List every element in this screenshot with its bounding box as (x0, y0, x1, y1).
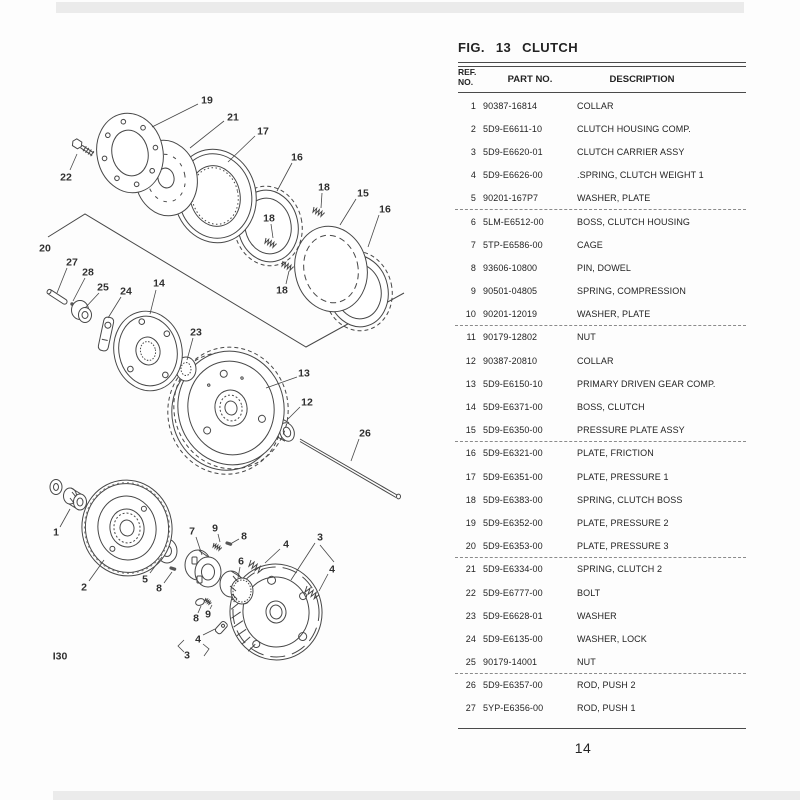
cell-ref-no: 22 (465, 587, 476, 598)
cell-part-no: 90387-20810 (483, 355, 538, 366)
cell-ref-no: 25 (465, 657, 476, 668)
cell-ref-no: 20 (465, 541, 476, 552)
cell-ref-no: 16 (465, 448, 476, 459)
part-washer-small (50, 480, 62, 495)
part-2-clutch-housing (74, 473, 179, 583)
cell-description: PLATE, PRESSURE 2 (577, 517, 669, 528)
cell-ref-no: 5 (470, 193, 476, 204)
table-row (458, 697, 746, 720)
callout-leader (203, 629, 215, 635)
callout-label: 8 (193, 612, 199, 625)
table-row (458, 94, 746, 117)
cell-ref-no: 13 (465, 378, 476, 389)
cell-ref-no: 8 (470, 262, 476, 273)
callout-leader (340, 199, 356, 225)
cell-ref-no: 7 (470, 239, 476, 250)
cell-ref-no: 2 (470, 123, 476, 134)
cell-description: CAGE (577, 239, 603, 250)
cell-ref-no: 24 (465, 633, 476, 644)
callout-label: 8 (156, 582, 162, 595)
part-1-collar (64, 488, 87, 510)
cell-part-no: 5D9-E6321-00 (483, 448, 543, 459)
cell-description: ROD, PUSH 1 (577, 703, 636, 714)
part-4-weight-plate (214, 620, 228, 634)
cell-ref-no: 3 (470, 146, 476, 157)
cell-part-no: 5D9-E6626-00 (483, 170, 543, 181)
table-row (458, 256, 746, 279)
table-row (458, 280, 746, 303)
callout-label: 15 (357, 187, 369, 200)
callout-leader (60, 509, 70, 527)
callout-label: 18 (263, 212, 275, 225)
callout-label: 3 (317, 531, 323, 544)
figure-title (458, 40, 746, 55)
callout-leader (85, 293, 99, 308)
table-row (458, 419, 746, 442)
page-number: 14 (574, 740, 592, 756)
cell-description: PLATE, PRESSURE 1 (577, 471, 669, 482)
table-row (458, 558, 746, 581)
callout-label: 8 (241, 530, 247, 543)
cell-part-no: 5D9-E6150-10 (483, 378, 543, 389)
cell-description: PIN, DOWEL (577, 262, 632, 273)
cell-part-no: 5LM-E6512-00 (483, 216, 544, 227)
table-row (458, 488, 746, 511)
cell-description: .SPRING, CLUTCH WEIGHT 1 (577, 170, 704, 181)
table-row (458, 349, 746, 372)
callout-label: 13 (298, 367, 310, 380)
callout-leader (70, 154, 77, 170)
figure-title-fig: FIG. (458, 40, 485, 55)
cell-description: PLATE, FRICTION (577, 448, 654, 459)
callout-label: 4 (195, 633, 201, 646)
cell-part-no: 5D9-E6611-10 (483, 123, 543, 134)
cell-ref-no: 27 (465, 703, 476, 714)
callout-label: 18 (276, 284, 288, 297)
callout-leader (286, 271, 289, 284)
cell-description: NUT (577, 657, 596, 668)
table-row (458, 233, 746, 256)
cell-part-no: 90387-16814 (483, 100, 538, 111)
callout-label: 23 (190, 326, 202, 339)
cell-ref-no: 4 (470, 170, 476, 181)
header-ref-no: REF. NO. (458, 67, 477, 87)
cell-description: SPRING, COMPRESSION (577, 286, 686, 297)
table-row (458, 465, 746, 488)
callout-leader (218, 534, 220, 542)
part-28-pin (70, 302, 73, 305)
table-row (458, 535, 746, 558)
table-row (458, 511, 746, 534)
cell-ref-no: 11 (466, 332, 476, 343)
cell-description: BOSS, CLUTCH (577, 402, 645, 413)
callout-3-bottom-bracket (178, 640, 209, 656)
table-row (458, 651, 746, 674)
cell-description: ROD, PUSH 2 (577, 680, 636, 691)
cell-description: CLUTCH CARRIER ASSY (577, 146, 685, 157)
callout-leader (57, 268, 67, 293)
part-8-washer-small (195, 597, 206, 606)
part-24-lock-washer (98, 316, 115, 351)
callout-label: 19 (201, 94, 213, 107)
callout-label: 12 (301, 396, 313, 409)
cell-description: BOSS, CLUTCH HOUSING (577, 216, 691, 227)
cell-description: COLLAR (577, 100, 614, 111)
cell-description: NUT (577, 332, 596, 343)
cell-part-no: 90179-14001 (483, 657, 538, 668)
cell-description: SPRING, CLUTCH 2 (577, 564, 663, 575)
part-8-dowel-pin (225, 541, 233, 546)
callout-leader (319, 574, 328, 591)
callout-label: 4 (329, 563, 335, 576)
cell-part-no: 5YP-E6356-00 (483, 703, 544, 714)
callout-label: 9 (212, 522, 218, 535)
part-9-compression-spring (204, 598, 211, 605)
cell-description: WASHER (577, 610, 617, 621)
callout-label: 25 (97, 281, 109, 294)
table-bottom-rule (458, 728, 746, 729)
table-row (458, 442, 746, 465)
callout-label: I30 (52, 650, 68, 663)
callout-label: 16 (291, 151, 303, 164)
table-row (458, 140, 746, 163)
callout-label: 27 (66, 256, 78, 269)
table-row (458, 604, 746, 627)
part-14-clutch-boss (106, 305, 189, 397)
callout-label: 2 (81, 581, 87, 594)
callout-leader (152, 104, 198, 127)
cell-description: PRESSURE PLATE ASSY (577, 425, 685, 436)
callout-label: 22 (60, 171, 72, 184)
callout-label: 4 (283, 538, 289, 551)
part-27-push-rod-1 (46, 289, 68, 306)
table-header-rule (458, 92, 746, 93)
callout-leader (232, 539, 239, 543)
callout-label: 1 (53, 526, 59, 539)
cell-description: CLUTCH HOUSING COMP. (577, 123, 691, 134)
callout-label: 21 (227, 111, 239, 124)
cell-ref-no: 17 (465, 471, 476, 482)
cell-description: WASHER, PLATE (577, 193, 651, 204)
callout-leader (321, 193, 322, 208)
cell-ref-no: 26 (465, 680, 476, 691)
callout-label: 16 (379, 203, 391, 216)
cell-ref-no: 14 (465, 402, 476, 413)
cell-description: PRIMARY DRIVEN GEAR COMP. (577, 378, 716, 389)
callout-leader (228, 136, 255, 162)
cell-part-no: 5D9-E6334-00 (483, 564, 543, 575)
header-description: DESCRIPTION (609, 74, 675, 85)
part-8-dowel-pin (169, 566, 177, 571)
cell-part-no: 5D9-E6357-00 (483, 680, 543, 691)
cell-part-no: 5D9-E6351-00 (483, 471, 543, 482)
cell-part-no: 5D9-E6352-00 (483, 517, 543, 528)
cell-part-no: 5D9-E6371-00 (483, 402, 543, 413)
cell-ref-no: 1 (470, 100, 476, 111)
callout-leader (190, 121, 224, 148)
part-3-clutch-carrier (224, 555, 328, 666)
table-header (458, 67, 746, 93)
callout-leader (164, 572, 172, 583)
cell-ref-no: 12 (465, 355, 476, 366)
callout-label: 7 (189, 525, 195, 538)
cell-part-no: 93606-10800 (483, 262, 538, 273)
table-row (458, 627, 746, 650)
callout-leader (368, 215, 379, 247)
cell-part-no: 5D9-E6777-00 (483, 587, 543, 598)
figure-title-num: 13 (495, 40, 512, 55)
cell-description: COLLAR (577, 355, 614, 366)
cell-description: PLATE, PRESSURE 3 (577, 541, 669, 552)
callout-label: 20 (39, 242, 51, 255)
callout-leader (265, 549, 280, 563)
table-row (458, 372, 746, 395)
cell-part-no: 90201-167P7 (483, 193, 539, 204)
callout-label: 26 (359, 427, 371, 440)
part-18-spring (312, 207, 325, 217)
table-row (458, 581, 746, 604)
callout-3-bracket (320, 545, 334, 562)
cell-part-no: 5D9-E6350-00 (483, 425, 543, 436)
table-row (458, 210, 746, 233)
callout-label: 24 (120, 285, 132, 298)
cell-part-no: 5D9-E6383-00 (483, 494, 543, 505)
callout-label: 5 (142, 573, 148, 586)
callout-label: 28 (82, 266, 94, 279)
table-row (458, 395, 746, 418)
callout-leader (108, 297, 121, 318)
part-18-spring (281, 261, 294, 271)
cell-ref-no: 21 (465, 564, 476, 575)
cell-part-no: 5TP-E6586-00 (483, 239, 543, 250)
cell-part-no: 90201-12019 (483, 309, 538, 320)
callout-leader (187, 338, 193, 360)
cell-part-no: 90501-04805 (483, 286, 538, 297)
cell-part-no: 5D9-E6620-01 (483, 146, 543, 157)
table-row (458, 303, 746, 326)
table-row (458, 187, 746, 210)
cell-part-no: 5D9-E6135-00 (483, 633, 543, 644)
callout-leader (277, 163, 292, 191)
cell-description: WASHER, LOCK (577, 633, 647, 644)
callout-label: 9 (205, 608, 211, 621)
header-part-no: PART NO. (507, 74, 553, 85)
callout-label: 3 (184, 649, 190, 662)
part-26-push-rod-2 (300, 439, 401, 499)
cell-ref-no: 19 (465, 517, 476, 528)
cell-description: SPRING, CLUTCH BOSS (577, 494, 683, 505)
cell-ref-no: 6 (470, 216, 476, 227)
table-row (458, 117, 746, 140)
part-7-cage (185, 550, 221, 587)
part-22-bolt (71, 138, 95, 158)
cell-ref-no: 9 (470, 286, 476, 297)
parts-table-body (458, 94, 746, 720)
callout-leader (73, 278, 85, 301)
cell-part-no: 5D9-E6628-01 (483, 610, 543, 621)
cell-description: WASHER, PLATE (577, 309, 651, 320)
part-9-compression-spring (212, 543, 222, 551)
cell-ref-no: 10 (465, 309, 476, 320)
cell-ref-no: 23 (465, 610, 476, 621)
cell-description: BOLT (577, 587, 601, 598)
cell-ref-no: 15 (465, 425, 476, 436)
callout-label: 6 (238, 555, 244, 568)
table-row (458, 674, 746, 697)
cell-part-no: 5D9-E6353-00 (483, 541, 543, 552)
callout-label: 17 (257, 125, 269, 138)
callout-leader (351, 439, 359, 461)
table-row (458, 326, 746, 349)
callout-leader (288, 407, 300, 419)
figure-title-name: CLUTCH (522, 40, 578, 55)
parts-table (458, 40, 746, 756)
cell-ref-no: 18 (465, 494, 476, 505)
cell-part-no: 90179-12802 (483, 332, 538, 343)
callout-leader (150, 290, 156, 314)
callout-label: 18 (318, 181, 330, 194)
callout-label: 14 (153, 277, 165, 290)
table-row (458, 164, 746, 187)
